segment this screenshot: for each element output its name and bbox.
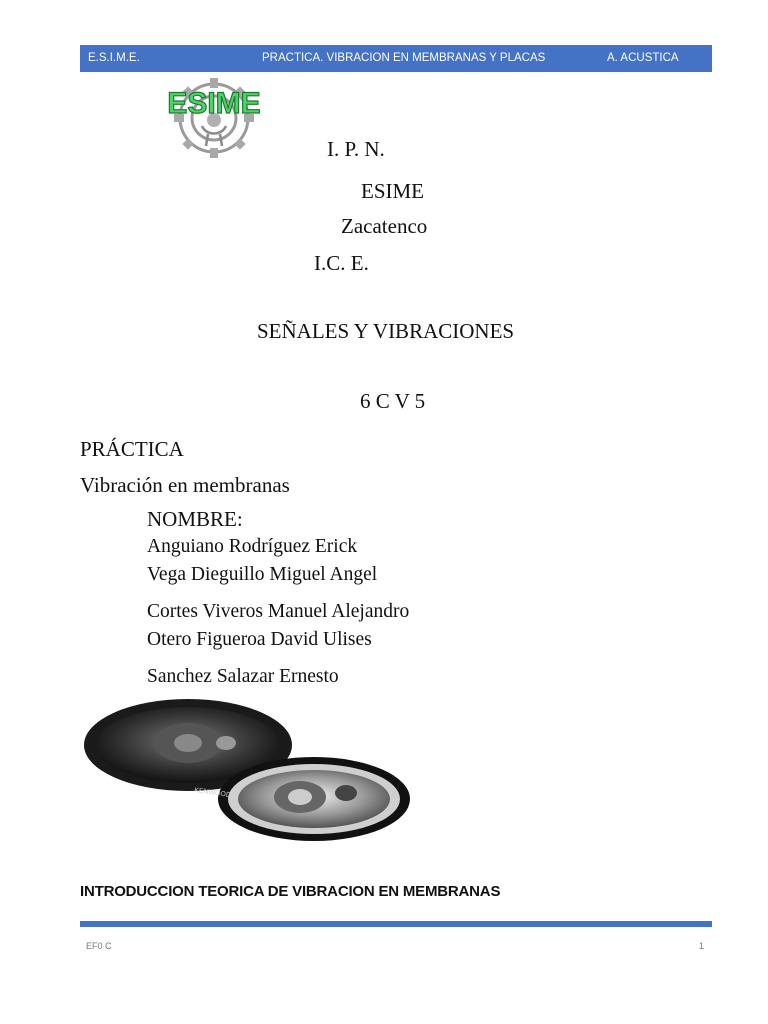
header-right-text: A. ACUSTICA [607,52,679,64]
page-header [80,45,712,72]
speaker-brand: KENWOOD [193,787,232,800]
header-center-text: PRACTICA. VIBRACION EN MEMBRANAS Y PLACAS [262,52,546,64]
student-name: Anguiano Rodríguez Erick [147,536,358,557]
logo-text: ESIME [167,87,261,120]
student-name: Vega Dieguillo Miguel Angel [147,564,378,585]
career-name: I.C. E. [314,251,369,275]
practice-title: Vibración en membranas [80,473,290,497]
name-label: NOMBRE: [147,507,243,531]
car-speakers-image [82,697,414,843]
student-name: Cortes Viveros Manuel Alejandro [147,601,410,622]
footer-left-text: EF0 C [86,941,112,951]
footer-divider [80,921,712,927]
group-code: 6 C V 5 [360,389,426,413]
section-heading: INTRODUCCION TEORICA DE VIBRACION EN MEMBRANAS [80,883,501,900]
page-number: 1 [699,941,705,951]
student-name: Otero Figueroa David Ulises [147,629,372,650]
header-left-text: E.S.I.M.E. [88,52,140,64]
campus-name: Zacatenco [341,214,428,238]
institution-esime: ESIME [361,179,424,203]
institution-ipn: I. P. N. [327,137,385,161]
esime-gear-logo [142,76,287,160]
student-name: Sanchez Salazar Ernesto [147,666,339,687]
practice-label: PRÁCTICA [80,437,184,461]
subject-name: SEÑALES Y VIBRACIONES [257,319,515,343]
